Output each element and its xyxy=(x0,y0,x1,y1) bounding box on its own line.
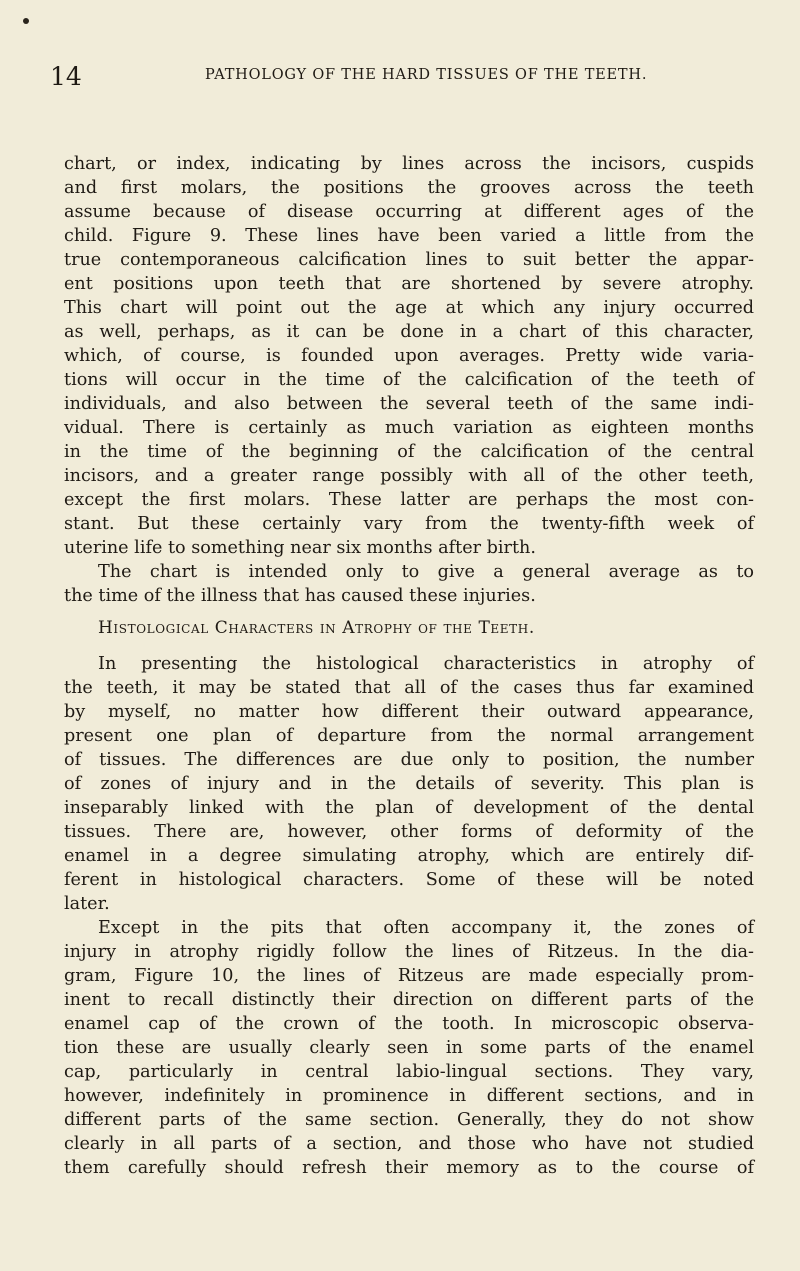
text-line: tion these are usually clearly seen in some parts of the enamel xyxy=(64,1038,754,1058)
text-line: as well, perhaps, as it can be done in a chart of this character, xyxy=(64,322,754,342)
paragraph xyxy=(64,560,754,608)
text-line: The chart is intended only to give a general average as to xyxy=(98,562,754,582)
text-line: stant. But these certainly vary from the twenty-fifth week of xyxy=(64,514,754,534)
running-title: PATHOLOGY OF THE HARD TISSUES OF THE TEETH. xyxy=(205,67,648,83)
text-line: chart, or index, indicating by lines across the incisors, cuspids xyxy=(64,154,754,174)
paragraph xyxy=(64,152,754,560)
text-line: incisors, and a greater range possibly with all of the other teeth, xyxy=(64,466,754,486)
text-line: individuals, and also between the several teeth of the same indi- xyxy=(64,394,754,414)
paragraph xyxy=(64,652,754,916)
text-line: assume because of disease occurring at different ages of the xyxy=(64,202,754,222)
text-line: enamel cap of the crown of the tooth. In microscopic observa- xyxy=(64,1014,754,1034)
text-line: ent positions upon teeth that are shortened by severe atrophy. xyxy=(64,274,754,294)
text-line: child. Figure 9. These lines have been varied a little from the xyxy=(64,226,754,246)
text-line: gram, Figure 10, the lines of Ritzeus are made especially prom- xyxy=(64,966,754,986)
text-line: clearly in all parts of a section, and those who have not studied xyxy=(64,1134,754,1154)
text-line: of tissues. The differences are due only to position, the number xyxy=(64,750,754,770)
page-header xyxy=(50,40,754,91)
text-line: the teeth, it may be stated that all of the cases thus far examined xyxy=(64,678,754,698)
text-line: them carefully should refresh their memory as to the course of xyxy=(64,1158,754,1178)
text-line: This chart will point out the age at which any injury occurred xyxy=(64,298,754,318)
text-line: of zones of injury and in the details of severity. This plan is xyxy=(64,774,754,794)
text-line: Except in the pits that often accompany it, the zones of xyxy=(98,918,754,938)
text-line: inent to recall distinctly their direction on different parts of the xyxy=(64,990,754,1010)
text-line: however, indefinitely in prominence in different sections, and in xyxy=(64,1086,754,1106)
text-line: later. xyxy=(64,894,110,914)
text-line: and first molars, the positions the grooves across the teeth xyxy=(64,178,754,198)
text-line: cap, particularly in central labio-lingual sections. They vary, xyxy=(64,1062,754,1082)
scan-speck xyxy=(23,18,29,24)
text-line: vidual. There is certainly as much variation as eighteen months xyxy=(64,418,754,438)
page-number: 14 xyxy=(50,62,82,91)
text-line: ferent in histological characters. Some of these will be noted xyxy=(64,870,754,890)
section-heading: Histological Characters in Atrophy of the Teeth. xyxy=(98,618,535,638)
text-line: the time of the illness that has caused these injuries. xyxy=(64,586,536,606)
text-line: tions will occur in the time of the calcification of the teeth of xyxy=(64,370,754,390)
text-line: true contemporaneous calcification lines to suit better the appar- xyxy=(64,250,754,270)
book-page xyxy=(50,40,754,1178)
text-line: In presenting the histological characteristics in atrophy of xyxy=(98,654,754,674)
text-line: present one plan of departure from the normal arrangement xyxy=(64,726,754,746)
text-line: injury in atrophy rigidly follow the lines of Ritzeus. In the dia- xyxy=(64,942,754,962)
paragraph xyxy=(64,916,754,1180)
text-line: different parts of the same section. Generally, they do not show xyxy=(64,1110,754,1130)
body-text xyxy=(64,152,754,1180)
text-line: except the first molars. These latter are perhaps the most con- xyxy=(64,490,754,510)
text-line: uterine life to something near six months after birth. xyxy=(64,538,536,558)
text-line: which, of course, is founded upon averages. Pretty wide varia- xyxy=(64,346,754,366)
text-line: tissues. There are, however, other forms of deformity of the xyxy=(64,822,754,842)
text-line: enamel in a degree simulating atrophy, which are entirely dif- xyxy=(64,846,754,866)
text-line: by myself, no matter how different their outward appearance, xyxy=(64,702,754,722)
text-line: in the time of the beginning of the calcification of the central xyxy=(64,442,754,462)
text-line: inseparably linked with the plan of development of the dental xyxy=(64,798,754,818)
